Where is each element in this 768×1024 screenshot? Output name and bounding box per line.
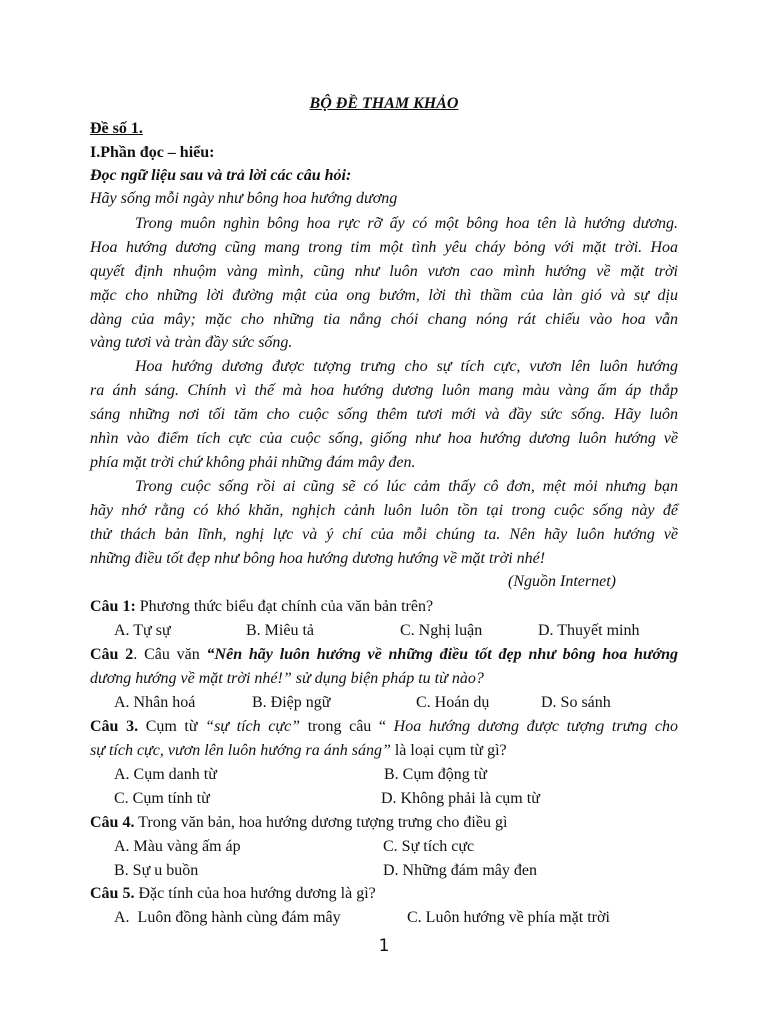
question-quote: “Nên hãy luôn hướng về những điều tốt đẹp như bông hoa hướng <box>206 646 679 663</box>
question-text: Cụm từ <box>138 718 206 735</box>
passage-line: quyết định nhuộm vàng mình, cũng như luôn vươn cao mình hướng về mặt trời <box>90 263 678 280</box>
q5-option-a: A. Luôn đồng hành cùng đám mây <box>114 909 341 926</box>
passage-line: nhìn vào điểm tích cực của cuộc sống, giống như hoa hướng dương luôn hướng về <box>90 430 678 447</box>
passage-source: (Nguồn Internet) <box>508 573 616 590</box>
page-number: 1 <box>378 936 390 956</box>
passage-line: sáng những nơi tối tăm cho cuộc sống thêm tươi mới và đầy sức sống. Hãy luôn <box>90 406 678 423</box>
exam-label: Đề số 1. <box>90 120 143 137</box>
q1-option-c: C. Nghị luận <box>400 622 483 639</box>
question-3 <box>90 717 678 737</box>
passage-line: Hoa hướng dương được tượng trưng cho sự tích cực, vươn lên luôn hướng <box>135 358 678 375</box>
question-2 <box>90 645 678 665</box>
passage-line: mặc cho những lời đường mật của ong bướm, lời thì thầm của làn gió và sự dịu <box>90 287 678 304</box>
question-phrase: “sự tích cực” <box>205 718 301 735</box>
document-title: BỘ ĐỀ THAM KHẢO <box>309 95 459 112</box>
q4-option-b: B. Sự u buồn <box>114 862 199 879</box>
q3-option-c: C. Cụm tính từ <box>114 790 210 807</box>
question-label: Câu 5. <box>90 885 135 902</box>
question-label: Câu 1: <box>90 598 136 615</box>
passage-line: Hoa hướng dương cũng mang trong tim một tình yêu cháy bỏng với mặt trời. Hoa <box>90 239 678 256</box>
passage-line: Trong cuộc sống rồi ai cũng sẽ có lúc cảm thấy cô đơn, mệt mỏi nhưng bạn <box>135 478 678 495</box>
q4-option-d: D. Những đám mây đen <box>383 862 537 879</box>
question-text: là loại cụm từ gì? <box>390 742 507 759</box>
question-1 <box>90 597 678 617</box>
question-text: . Câu văn <box>133 646 207 663</box>
q2-option-d: D. So sánh <box>541 694 611 711</box>
passage-line: ra ánh sáng. Chính vì thế mà hoa hướng dương luôn mang màu vàng ấm áp thắp <box>90 382 678 399</box>
instruction: Đọc ngữ liệu sau và trả lời các câu hỏi: <box>90 167 352 184</box>
passage-title: Hãy sống mỗi ngày như bông hoa hướng dương <box>90 190 398 207</box>
passage-line: dàng của mây; mặc cho những tia nắng chói chang nóng rát chiếu vào hoa vẫn <box>90 311 678 328</box>
q2-option-c: C. Hoán dụ <box>416 694 490 711</box>
passage-line: thử thách bản lĩnh, nghị lực và ý chí của mỗi chúng ta. Nên hãy luôn hướng về <box>90 526 678 543</box>
question-quote: Hoa hướng dương được tượng trưng cho <box>393 718 679 735</box>
question-label: Câu 2 <box>90 646 134 663</box>
passage-line: hãy nhớ rằng có khó khăn, nghịch cảnh luôn luôn tồn tại trong cuộc sống này để <box>90 502 678 519</box>
question-4 <box>90 813 678 833</box>
question-2-cont: dương hướng về mặt trời nhé!” sử dụng biện pháp tu từ nào? <box>90 670 484 687</box>
question-label: Câu 3. <box>90 718 139 735</box>
q5-option-c: C. Luôn hướng về phía mặt trời <box>407 909 610 926</box>
q4-option-a: A. Màu vàng ấm áp <box>114 838 241 855</box>
q2-option-b: B. Điệp ngữ <box>252 694 331 711</box>
passage-line: Trong muôn nghìn bông hoa rực rỡ ấy có một bông hoa tên là hướng dương. <box>135 215 678 232</box>
question-label: Câu 4. <box>90 814 135 831</box>
question-text: Đặc tính của hoa hướng dương là gì? <box>134 885 376 902</box>
passage-line: phía mặt trời chứ không phải những đám mây đen. <box>90 454 416 471</box>
q2-option-a: A. Nhân hoá <box>114 694 196 711</box>
section-heading: I.Phần đọc – hiểu: <box>90 144 215 161</box>
q3-option-d: D. Không phải là cụm từ <box>381 790 540 807</box>
q3-option-a: A. Cụm danh từ <box>114 766 217 783</box>
q1-option-d: D. Thuyết minh <box>538 622 640 639</box>
question-quote: sự tích cực, vươn lên luôn hướng ra ánh sáng” <box>90 742 391 759</box>
question-text: Trong văn bản, hoa hướng dương tượng trưng cho điều gì <box>134 814 508 831</box>
question-text: Phương thức biểu đạt chính của văn bản trên? <box>135 598 434 615</box>
question-5 <box>90 884 678 904</box>
q1-option-a: A. Tự sự <box>114 622 171 639</box>
question-text: trong câu “ <box>300 718 394 735</box>
q4-option-c: C. Sự tích cực <box>383 838 475 855</box>
q3-option-b: B. Cụm động từ <box>384 766 487 783</box>
passage-line: những điều tốt đẹp như bông hoa hướng dương hướng về mặt trời nhé! <box>90 550 546 567</box>
q1-option-b: B. Miêu tả <box>246 622 314 639</box>
passage-line: vàng tươi và tràn đầy sức sống. <box>90 334 293 351</box>
question-3-cont <box>90 741 678 761</box>
